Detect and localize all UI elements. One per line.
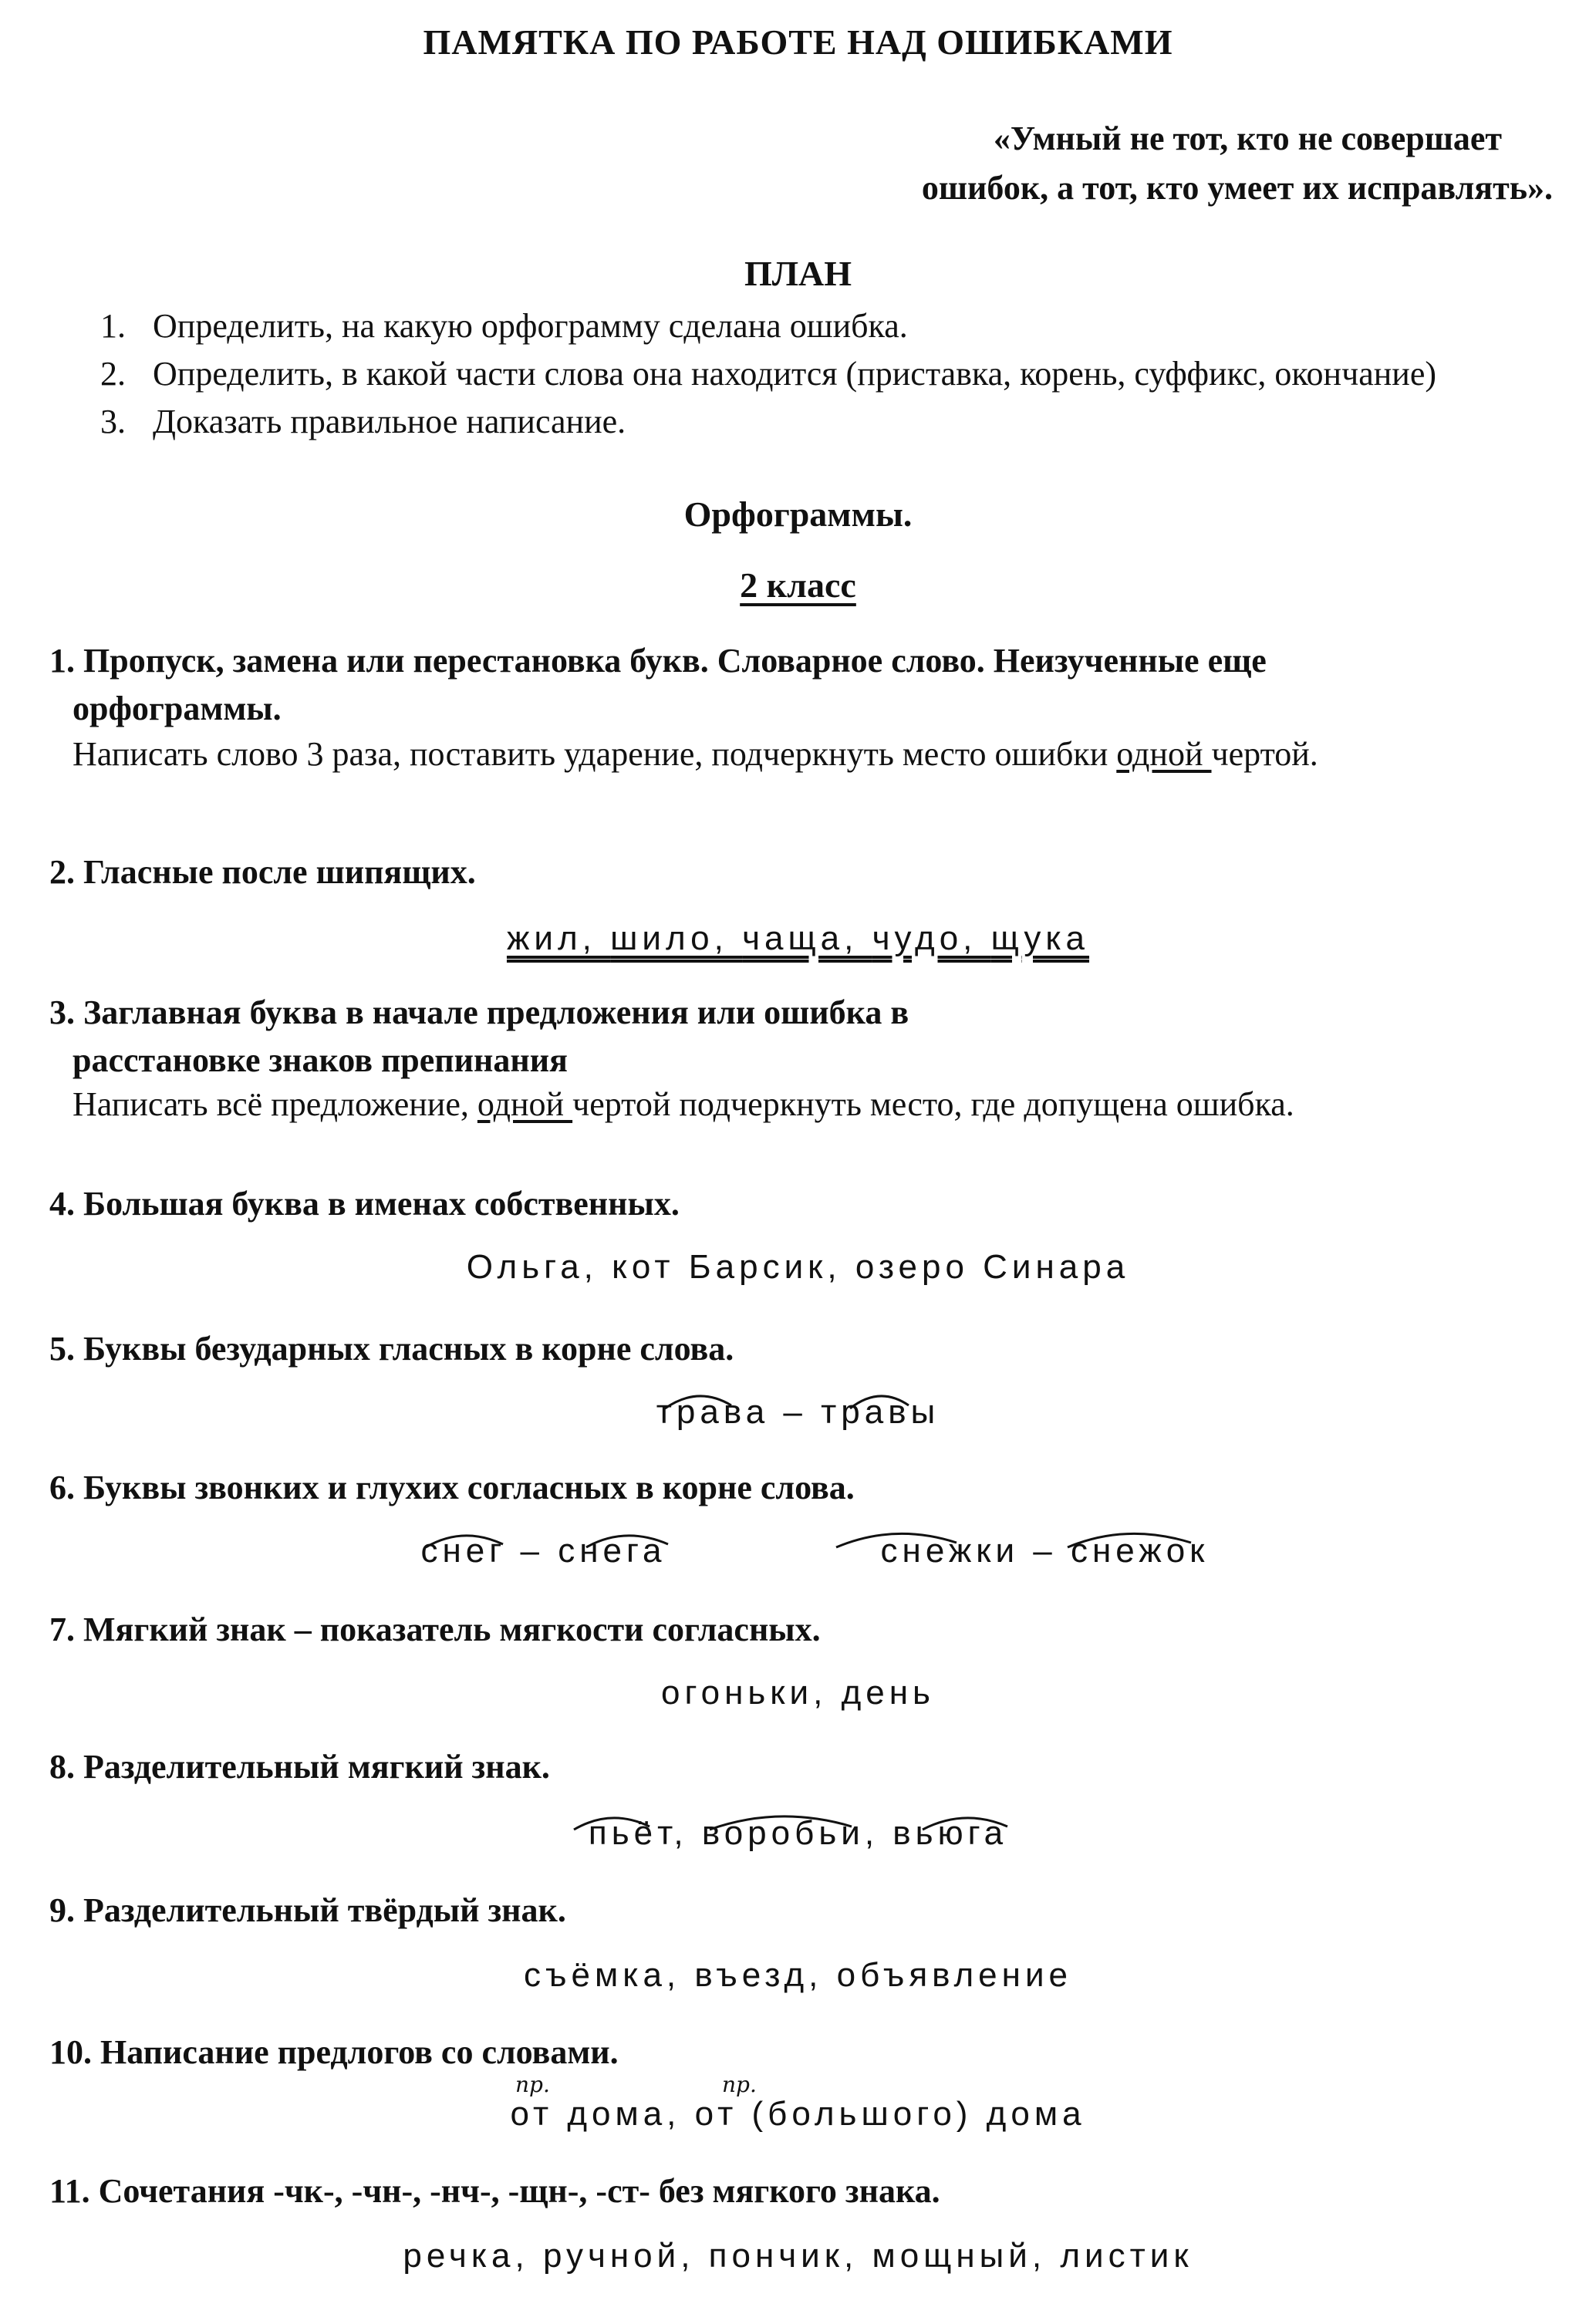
plan-item-number: 3.	[100, 403, 126, 440]
section-10-example: от дома, от (большого) дома	[510, 2095, 1086, 2133]
section-5-title: 5. Буквы безударных гласных в корне слова.	[49, 1330, 734, 1368]
plan-item-number: 1.	[100, 307, 126, 345]
section-1-title-line-1: 1. Пропуск, замена или перестановка букв. Словарное слово. Неизученные еще	[49, 642, 1267, 680]
plan-item	[93, 302, 1558, 350]
epigraph-line-2: ошибок, а тот, кто умеет их исправлять».	[921, 169, 1553, 207]
plan-heading: ПЛАН	[744, 254, 852, 293]
example-word: щука	[990, 919, 1090, 957]
instruction-text: чертой подчеркнуть место, где допущена ошибка.	[572, 1085, 1294, 1123]
underlined-word: одной	[477, 1085, 573, 1123]
example-word: шило,	[610, 919, 743, 957]
plan-list	[93, 302, 1558, 446]
section-7-example: огоньки, день	[661, 1674, 935, 1712]
section-4-title: 4. Большая буква в именах собственных.	[49, 1185, 680, 1223]
section-8-example: пьёт, воробьи, вьюга	[588, 1814, 1008, 1852]
example-word: чудо,	[872, 919, 991, 957]
plan-item-text: Доказать правильное написание.	[153, 403, 626, 440]
class-heading: 2 класс	[740, 565, 856, 605]
preposition-mark: пр.	[515, 2072, 550, 2097]
section-11-example: речка, ручной, пончик, мощный, листик	[403, 2237, 1193, 2275]
example-word: чаща,	[742, 919, 872, 957]
section-11-title: 11. Сочетания -чк-, -чн-, -нч-, -щн-, -ст- без мягкого знака.	[49, 2172, 940, 2210]
instruction-text: Написать всё предложение,	[73, 1085, 477, 1123]
plan-item-number: 2.	[100, 355, 126, 393]
section-9-example: съёмка, въезд, объявление	[524, 1956, 1072, 1994]
section-2-title: 2. Гласные после шипящих.	[49, 853, 476, 891]
plan-item	[93, 398, 1558, 446]
section-6-example-1: снег – снега	[420, 1532, 666, 1570]
preposition-mark: пр.	[722, 2072, 757, 2097]
section-1-instruction	[73, 731, 1569, 778]
underlined-word: одной	[1116, 735, 1212, 773]
section-6-example-2: снежки – снежок	[880, 1532, 1210, 1570]
section-1-title-line-2: орфограммы.	[73, 690, 282, 727]
section-7-title: 7. Мягкий знак – показатель мягкости согласных.	[49, 1611, 821, 1648]
section-9-title: 9. Разделительный твёрдый знак.	[49, 1891, 566, 1929]
epigraph-line-1: «Умный не тот, кто не совершает	[993, 120, 1502, 157]
instruction-text: Написать слово 3 раза, поставить ударение, подчеркнуть место ошибки	[73, 735, 1117, 773]
plan-item	[93, 350, 1558, 398]
plan-item-text: Определить, в какой части слова она находится (приставка, корень, суффикс, окончание)	[153, 355, 1437, 393]
section-10-title: 10. Написание предлогов со словами.	[49, 2033, 619, 2071]
section-3-instruction	[73, 1081, 1569, 1128]
section-3-title-line-2: расстановке знаков препинания	[73, 1041, 568, 1079]
document-title: ПАМЯТКА ПО РАБОТЕ НАД ОШИБКАМИ	[423, 22, 1173, 62]
example-word: жил,	[506, 919, 611, 957]
section-8-title: 8. Разделительный мягкий знак.	[49, 1748, 550, 1786]
section-6-title: 6. Буквы звонких и глухих согласных в корне слова.	[49, 1469, 855, 1506]
section-1-title	[49, 637, 1546, 733]
section-4-example: Ольга, кот Барсик, озеро Синара	[466, 1248, 1130, 1286]
section-5-example: трава – травы	[656, 1393, 940, 1431]
section-3-title	[49, 989, 1546, 1084]
orfogrammy-heading: Орфограммы.	[683, 494, 913, 534]
section-3-title-line-1: 3. Заглавная буква в начале предложения или ошибка в	[49, 993, 909, 1031]
instruction-text: чертой.	[1211, 735, 1318, 773]
plan-item-text: Определить, на какую орфограмму сделана ошибка.	[153, 307, 908, 345]
section-2-example	[0, 919, 1596, 958]
epigraph	[922, 114, 1553, 213]
